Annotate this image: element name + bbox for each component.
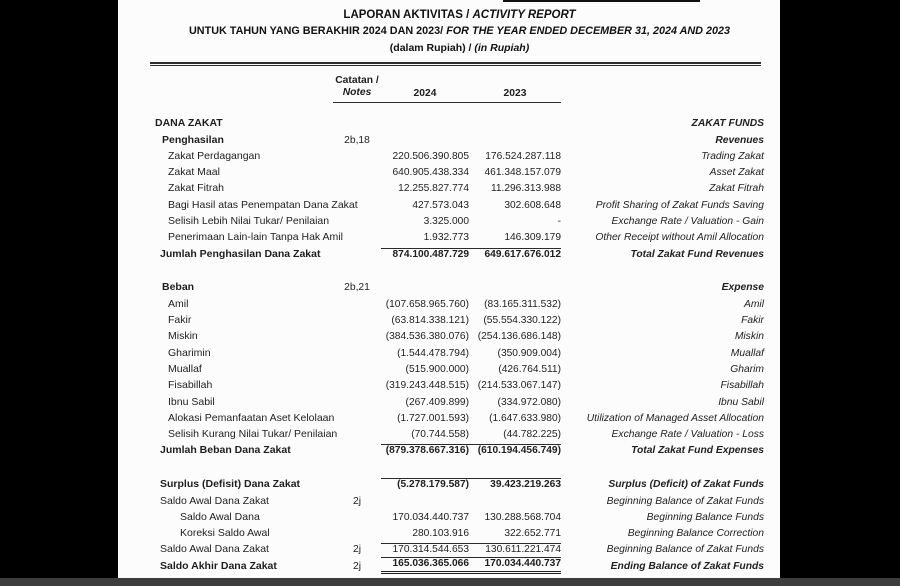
row-note-ref xyxy=(333,326,381,328)
row-label-english: Amil xyxy=(743,298,764,310)
table-row xyxy=(155,312,764,328)
row-label-id: Jumlah Penghasilan Dana Zakat xyxy=(160,247,321,260)
table-row xyxy=(155,361,764,377)
row-value-2024: 874.100.487.729 xyxy=(381,248,469,262)
row-note-ref xyxy=(333,178,381,180)
table-row xyxy=(155,279,764,295)
row-note-ref xyxy=(333,342,381,344)
row-label-english: Surplus (Deficit) of Zakat Funds xyxy=(608,479,764,491)
row-note-ref: 2b,18 xyxy=(344,134,370,146)
scan-edge-artifact xyxy=(503,0,700,2)
row-label-english: Profit Sharing of Zakat Funds Saving xyxy=(595,199,764,211)
row-label-id: Amil xyxy=(168,297,189,310)
row-value-2023: (83.165.311.532) xyxy=(484,298,561,310)
row-note-ref: 2j xyxy=(352,495,361,507)
row-label-english: Exchange Rate / Valuation - Loss xyxy=(611,429,764,441)
row-value-2024 xyxy=(381,507,469,509)
row-value-2023: 130.288.568.704 xyxy=(484,511,561,523)
table-row xyxy=(155,148,764,164)
report-header xyxy=(155,7,764,57)
row-note-ref xyxy=(333,490,381,492)
row-value-2024: (879.378.667.316) xyxy=(381,444,469,458)
row-label-english: Beginning Balance Correction xyxy=(627,528,764,540)
row-label-english: Gharim xyxy=(730,363,764,375)
row-value-2023: 322.652.771 xyxy=(504,528,561,540)
row-value-2024: (107.658.965.760) xyxy=(385,298,469,310)
currency-note-id: (dalam Rupiah) / xyxy=(389,42,475,54)
row-value-2024: 1.932.773 xyxy=(423,232,469,244)
row-value-2024: 170.034.440.737 xyxy=(392,511,469,523)
scan-bottom-band xyxy=(0,578,900,586)
row-value-2023: (44.782.225) xyxy=(503,429,561,441)
row-note-ref xyxy=(333,260,381,262)
row-label-english: Trading Zakat xyxy=(701,150,764,162)
row-label-id: Fisabillah xyxy=(168,379,213,392)
row-value-2023: - xyxy=(557,216,561,228)
row-value-2023: 170.034.440.737 xyxy=(469,557,561,574)
column-header-notes-en: Notes xyxy=(342,87,372,98)
header-label-spacer xyxy=(155,100,333,103)
row-label-english: Beginning Balance Funds xyxy=(646,511,764,523)
table-row xyxy=(155,245,764,261)
row-value-2023 xyxy=(469,129,561,131)
row-value-2024 xyxy=(381,146,469,148)
row-label-english: Revenues xyxy=(715,134,764,146)
report-title-en: ACTIVITY REPORT xyxy=(472,9,576,21)
row-value-2023 xyxy=(469,293,561,295)
table-row xyxy=(155,557,764,573)
row-note-ref xyxy=(333,227,381,229)
row-note-ref xyxy=(333,211,381,213)
row-label-english: Other Receipt without Amil Allocation xyxy=(595,232,764,244)
row-label-english: Fakir xyxy=(741,315,764,327)
row-spacer xyxy=(155,262,764,280)
row-label-id: Jumlah Beban Dana Zakat xyxy=(160,444,291,457)
row-value-2023 xyxy=(469,507,561,509)
row-label-english: Muallaf xyxy=(730,347,764,359)
row-label-id: Selisih Lebih Nilai Tukar/ Penilaian xyxy=(168,215,330,228)
row-value-2024: (70.744.558) xyxy=(411,429,469,441)
header-rule xyxy=(150,62,761,66)
report-subtitle xyxy=(155,23,764,40)
row-note-ref xyxy=(333,162,381,164)
row-label-id: Miskin xyxy=(168,330,198,343)
row-value-2024 xyxy=(381,129,469,131)
table-row xyxy=(155,115,764,131)
row-label-english: Total Zakat Fund Expenses xyxy=(631,445,764,457)
row-value-2024: (63.814.338.121) xyxy=(391,315,469,327)
table-row xyxy=(155,180,764,196)
row-label-id: Saldo Akhir Dana Zakat xyxy=(160,560,277,573)
row-value-2023: (1.647.633.980) xyxy=(489,412,561,424)
row-value-2024: 170.314.544.653 xyxy=(381,543,469,557)
row-value-2023 xyxy=(469,146,561,148)
row-value-2023: 11.296.313.988 xyxy=(490,183,561,195)
table-row xyxy=(155,410,764,426)
row-note-ref xyxy=(333,375,381,377)
report-title-id: LAPORAN AKTIVITAS / xyxy=(343,9,473,21)
row-value-2023: (214.533.067.147) xyxy=(477,380,561,392)
report-subtitle-en: FOR THE YEAR ENDED DECEMBER 31, 2024 AND 2023 xyxy=(446,25,730,37)
row-value-2024: 640.905.438.334 xyxy=(392,167,469,179)
table-row xyxy=(155,492,764,508)
column-header-2024: 2024 xyxy=(381,88,469,103)
row-label-id: Selisih Kurang Nilai Tukar/ Penilaian xyxy=(168,428,338,441)
row-label-id: Bagi Hasil atas Penempatan Dana Zakat xyxy=(168,198,358,211)
row-note-ref: 2b,21 xyxy=(344,282,370,294)
row-note-ref xyxy=(333,539,381,541)
row-label-id: Beban xyxy=(162,281,195,294)
row-label-id: DANA ZAKAT xyxy=(155,117,223,130)
row-value-2024: (267.409.899) xyxy=(405,396,469,408)
row-value-2024: 220.506.390.805 xyxy=(392,150,469,162)
row-note-ref xyxy=(333,243,381,245)
row-value-2023: (426.764.511) xyxy=(498,363,561,375)
row-label-id: Fakir xyxy=(168,314,192,327)
row-label-english: Beginning Balance of Zakat Funds xyxy=(606,495,764,507)
row-value-2023: (610.194.456.749) xyxy=(469,444,561,458)
row-note-ref xyxy=(333,523,381,525)
row-label-id: Gharimin xyxy=(168,346,211,359)
row-label-id: Ibnu Sabil xyxy=(168,395,215,408)
table-row xyxy=(155,344,764,360)
table-body xyxy=(155,115,764,574)
row-value-2024: (515.900.000) xyxy=(405,363,469,375)
row-note-ref xyxy=(333,391,381,393)
row-value-2023: 461.348.157.079 xyxy=(484,167,561,179)
row-value-2023: (254.136.686.148) xyxy=(477,331,561,343)
row-label-id: Koreksi Saldo Awal xyxy=(180,527,270,540)
row-note-ref xyxy=(333,310,381,312)
row-label-id: Penghasilan xyxy=(162,133,224,146)
row-label-english: Miskin xyxy=(734,331,764,343)
row-label-id: Alokasi Pemanfaatan Aset Kelolaan xyxy=(168,411,335,424)
table-row xyxy=(155,295,764,311)
row-label-english: Exchange Rate / Valuation - Gain xyxy=(611,216,764,228)
row-note-ref xyxy=(333,440,381,442)
row-label-english: Zakat Fitrah xyxy=(709,183,764,195)
table-row xyxy=(155,442,764,458)
table-row xyxy=(155,541,764,557)
column-header-2023: 2023 xyxy=(469,88,561,103)
row-note-ref xyxy=(333,359,381,361)
table-row xyxy=(155,393,764,409)
row-value-2024: 3.325.000 xyxy=(423,216,469,228)
table-row xyxy=(155,525,764,541)
report-subtitle-id: UNTUK TAHUN YANG BERAKHIR 2024 DAN 2023/ xyxy=(189,25,447,37)
row-value-2023: 130.611.221.474 xyxy=(469,543,561,557)
row-value-2023: 302.608.648 xyxy=(504,199,561,211)
row-label-english: Expense xyxy=(721,282,764,294)
row-note-ref xyxy=(333,194,381,196)
table-row xyxy=(155,328,764,344)
row-label-english: Beginning Balance of Zakat Funds xyxy=(606,544,764,556)
row-value-2023: (350.909.004) xyxy=(497,347,561,359)
row-label-id: Zakat Maal xyxy=(168,166,220,179)
row-label-id: Saldo Awal Dana xyxy=(180,510,260,523)
row-label-english: Ibnu Sabil xyxy=(718,396,764,408)
row-note-ref xyxy=(333,408,381,410)
activity-report-document xyxy=(118,0,780,578)
row-label-id: Zakat Fitrah xyxy=(168,182,225,195)
row-spacer xyxy=(155,458,764,476)
row-label-english: Ending Balance of Zakat Funds xyxy=(610,561,764,573)
table-row xyxy=(155,196,764,212)
row-value-2024: 427.573.043 xyxy=(412,199,469,211)
row-value-2023: (334.972.080) xyxy=(497,396,561,408)
row-label-english: Utilization of Managed Asset Allocation xyxy=(586,412,764,424)
row-value-2023: 39.423.219.263 xyxy=(469,478,561,492)
row-value-2024: 280.103.916 xyxy=(412,528,469,540)
row-value-2024: (1.727.001.593) xyxy=(397,412,469,424)
row-value-2023: 176.524.287.118 xyxy=(485,150,561,162)
table-row xyxy=(155,131,764,147)
row-label-english: ZAKAT FUNDS xyxy=(691,118,764,130)
report-currency-note xyxy=(155,40,764,57)
row-label-id: Saldo Awal Dana Zakat xyxy=(160,543,269,556)
row-note-ref xyxy=(333,424,381,426)
report-title xyxy=(155,7,764,23)
table-row xyxy=(155,377,764,393)
table-row xyxy=(155,164,764,180)
row-note-ref xyxy=(333,129,381,131)
table-row xyxy=(155,229,764,245)
table-header-row xyxy=(155,75,764,103)
currency-note-en: (in Rupiah) xyxy=(474,42,530,54)
column-header-notes-id: Catatan / xyxy=(335,75,379,86)
row-label-english: Asset Zakat xyxy=(709,167,764,179)
row-label-id: Saldo Awal Dana Zakat xyxy=(160,494,269,507)
row-label-id: Zakat Perdagangan xyxy=(168,149,261,162)
row-label-id: Muallaf xyxy=(168,362,202,375)
row-label-id: Penerimaan Lain-lain Tanpa Hak Amil xyxy=(168,231,343,244)
row-label-english: Fisabillah xyxy=(720,380,764,392)
table-row xyxy=(155,213,764,229)
row-note-ref: 2j xyxy=(352,544,361,556)
row-note-ref xyxy=(333,456,381,458)
row-value-2024: 165.036.365.066 xyxy=(381,557,469,574)
row-value-2024 xyxy=(381,293,469,295)
table-row xyxy=(155,509,764,525)
table-row xyxy=(155,476,764,492)
row-value-2024: (319.243.448.515) xyxy=(385,380,469,392)
table-row xyxy=(155,426,764,442)
row-value-2024: (5.278.179.587) xyxy=(381,478,469,492)
row-value-2023: 146.309.179 xyxy=(504,232,561,244)
row-value-2023: (55.554.330.122) xyxy=(483,315,561,327)
row-label-english: Total Zakat Fund Revenues xyxy=(630,248,764,260)
row-value-2023: 649.617.676.012 xyxy=(469,248,561,262)
row-value-2024: (384.536.380.076) xyxy=(385,331,469,343)
column-header-notes xyxy=(333,75,381,103)
row-note-ref: 2j xyxy=(352,561,361,573)
row-value-2024: 12.255.827.774 xyxy=(398,183,469,195)
header-english-spacer xyxy=(561,100,764,103)
row-label-id: Surplus (Defisit) Dana Zakat xyxy=(160,478,301,491)
row-value-2024: (1.544.478.794) xyxy=(397,347,469,359)
